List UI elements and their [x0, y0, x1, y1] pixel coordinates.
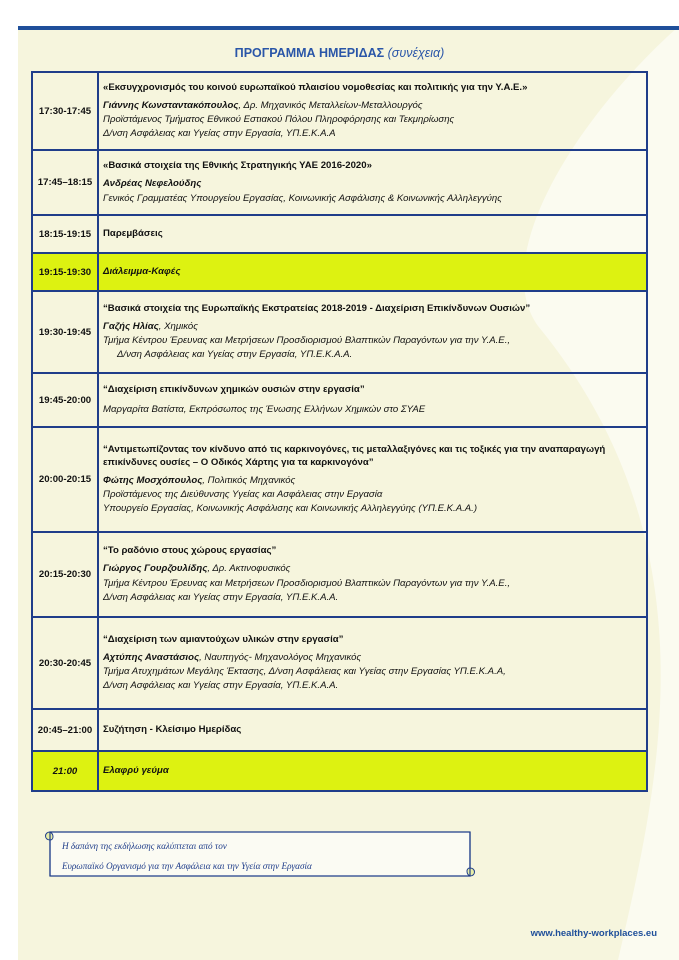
time-cell: 21:00: [32, 751, 98, 791]
affiliation: Δ/νση Ασφάλειας και Υγείας στην Εργασία, ΥΠ.Ε.Κ.Α.Α.: [103, 591, 339, 603]
speaker-line: [103, 474, 642, 488]
affiliation: Δ/νση Ασφάλειας και Υγείας στην Εργασία, ΥΠ.Ε.Κ.Α.Α: [103, 128, 336, 140]
speaker-role: , Δρ. Ακτινοφυσικός: [207, 563, 291, 575]
session-title: “Βασικά στοιχεία της Ευρωπαϊκής Εκστρατείας 2018-2019 - Διαχείριση Επικίνδυνων Ουσιών”: [103, 302, 531, 314]
time-cell: 20:45–21:00: [32, 709, 98, 751]
table-row: [32, 373, 647, 427]
table-row: [32, 215, 647, 253]
affiliation: Τμήμα Ατυχημάτων Μεγάλης Έκτασης, Δ/νση Ασφάλειας και Υγείας στην Εργασίας ΥΠ.Ε.Κ.Α.Α,: [103, 666, 506, 678]
sponsor-line-2: Ευρωπαϊκό Οργανισμό για την Ασφάλεια και την Υγεία στην Εργασία: [62, 861, 312, 871]
affiliation: Μαργαρίτα Βατίστα, Εκπρόσωπος της Ένωσης Ελλήνων Χημικών στο ΣΥΑΕ: [103, 404, 426, 416]
speaker-line: [103, 651, 642, 665]
session-title: “Διαχείριση των αμιαντούχων υλικών στην εργασία”: [103, 633, 344, 645]
speaker-name: Φώτης Μοσχόπουλος: [103, 474, 203, 486]
speaker-line: [103, 562, 642, 576]
title-sub: (συνέχεια): [387, 46, 445, 60]
table-row: [32, 291, 647, 373]
affiliation: Γενικός Γραμματέας Υπουργείου Εργασίας, Κοινωνικής Ασφάλισης & Κοινωνικής Αλληλεγγύης: [103, 192, 502, 204]
affiliation: Προϊστάμενος Τμήματος Εθνικού Εστιακού Πόλου Πληροφόρησης και Τεκμηρίωσης: [103, 114, 455, 126]
affiliation: Δ/νση Ασφάλειας και Υγείας στην Εργασία, ΥΠ.Ε.Κ.Α.Α.: [103, 680, 339, 692]
speaker-name: Ανδρέας Νεφελούδης: [103, 178, 202, 190]
time-cell: 19:30-19:45: [32, 291, 98, 373]
speaker-role: , Πολιτικός Μηχανικός: [202, 474, 296, 486]
top-rule: [18, 26, 679, 30]
affiliation: Τμήμα Κέντρου Έρευνας και Μετρήσεων Προσδιορισμού Βλαπτικών Παραγόντων για την Υ.Α.Ε.,: [103, 577, 511, 589]
content-cell: Ελαφρύ γεύμα: [98, 751, 647, 791]
table-row: [32, 253, 647, 291]
affiliation: Υπουργείο Εργασίας, Κοινωνικής Ασφάλισης και Κοινωνικής Αλληλεγγύης (ΥΠ.Ε.Κ.Α.Α.): [103, 503, 478, 515]
content-cell: Συζήτηση - Κλείσιμο Ημερίδας: [98, 709, 647, 751]
content-cell: [98, 373, 647, 427]
programme-table: [31, 71, 648, 792]
time-cell: 20:00-20:15: [32, 427, 98, 532]
speaker-name: Γαζής Ηλίας: [103, 320, 159, 332]
content-cell: [98, 427, 647, 532]
content-cell: [98, 532, 647, 617]
content-cell: Παρεμβάσεις: [98, 215, 647, 253]
affiliation: Τμήμα Κέντρου Έρευνας και Μετρήσεων Προσδιορισμού Βλαπτικών Παραγόντων για την Υ.Α.Ε.,: [103, 335, 511, 347]
speaker-name: Γιώργος Γουρζουλίδης: [103, 563, 208, 575]
table-row: [32, 751, 647, 791]
content-cell: [98, 72, 647, 150]
table-row: [32, 709, 647, 751]
table-row: [32, 72, 647, 150]
speaker-name: Γιάννης Κωνσταντακόπουλος: [103, 99, 239, 111]
time-cell: 17:30-17:45: [32, 72, 98, 150]
table-row: [32, 427, 647, 532]
speaker-role: , Ναυπηγός- Μηχανολόγος Μηχανικός: [199, 651, 362, 663]
session-title: “Αντιμετωπίζοντας τον κίνδυνο από τις καρκινογόνες, τις μεταλλαξιγόνες και τις τοξικές για την αναπαραγωγή επικίνδυνες ουσίες – Ο Οδικός Χάρτης για τα καρκινογόνα”: [103, 443, 606, 468]
speaker-name: Αχτύπης Αναστάσιος: [103, 651, 200, 663]
time-cell: 20:30-20:45: [32, 617, 98, 709]
session-title: «Εκσυγχρονισμός του κοινού ευρωπαϊκού πλαισίου νομοθεσίας και πολιτικής για την Υ.Α.Ε.»: [103, 81, 528, 93]
time-cell: 18:15-19:15: [32, 215, 98, 253]
content-cell: Διάλειμμα-Καφές: [98, 253, 647, 291]
session-title: “Το ραδόνιο στους χώρους εργασίας”: [103, 545, 277, 557]
table-row: [32, 150, 647, 215]
sponsor-text: [62, 836, 312, 876]
speaker-line: [103, 99, 642, 113]
footer-url[interactable]: www.healthy-workplaces.eu: [530, 928, 657, 939]
speaker-line: [103, 320, 642, 334]
speaker-role: , Χημικός: [158, 320, 198, 332]
affiliation: Δ/νση Ασφάλειας και Υγείας στην Εργασία, ΥΠ.Ε.Κ.Α.Α.: [117, 349, 353, 361]
time-cell: 17:45–18:15: [32, 150, 98, 215]
time-cell: 19:45-20:00: [32, 373, 98, 427]
time-cell: 20:15-20:30: [32, 532, 98, 617]
content-cell: [98, 150, 647, 215]
session-title: «Βασικά στοιχεία της Εθνικής Στρατηγικής ΥΑΕ 2016-2020»: [103, 160, 372, 172]
table-row: [32, 617, 647, 709]
content-cell: [98, 291, 647, 373]
title-main: ΠΡΟΓΡΑΜΜΑ ΗΜΕΡΙΔΑΣ: [234, 46, 385, 60]
sponsor-line-1: Η δαπάνη της εκδήλωσης καλύπτεται από τον: [62, 841, 227, 851]
content-cell: [98, 617, 647, 709]
affiliation: Προϊστάμενος της Διεύθυνσης Υγείας και Ασφάλειας στην Εργασία: [103, 489, 383, 501]
page-title: [0, 46, 679, 60]
session-title: “Διαχείριση επικίνδυνων χημικών ουσιών στην εργασία”: [103, 384, 365, 396]
speaker-role: , Δρ. Μηχανικός Μεταλλείων-Μεταλλουργός: [238, 99, 423, 111]
speaker-line: [103, 177, 642, 191]
time-cell: 19:15-19:30: [32, 253, 98, 291]
table-row: [32, 532, 647, 617]
